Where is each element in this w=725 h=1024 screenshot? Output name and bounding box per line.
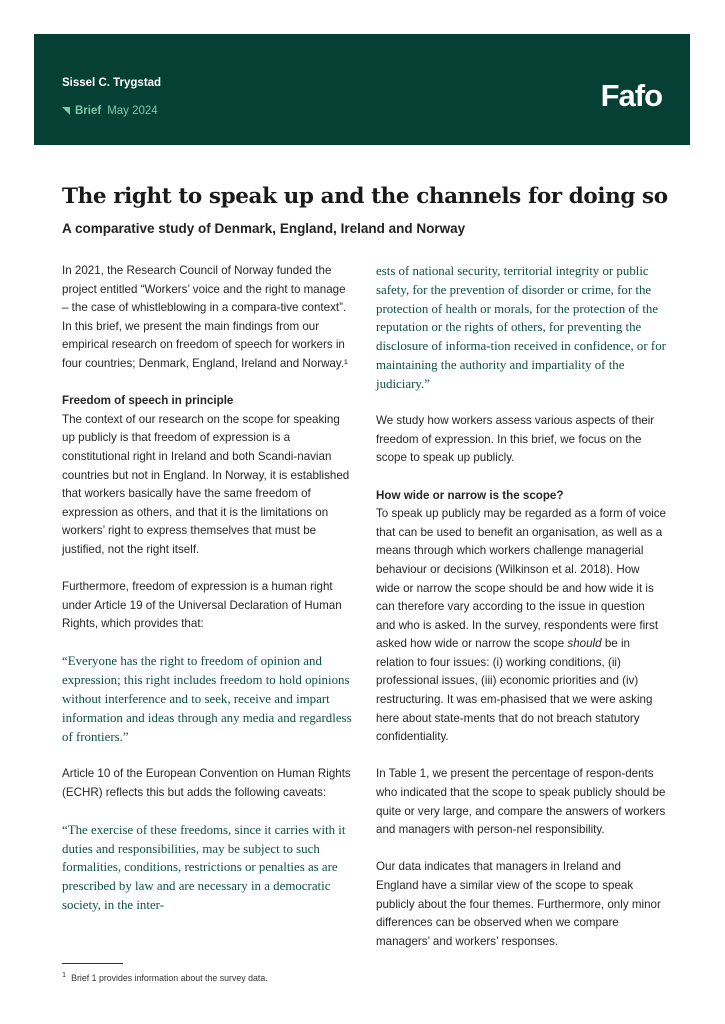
- left-column: [62, 262, 352, 915]
- quote-echr-continued: ests of national security, territorial integrity or public safety, for the prevention of disorder or crime, for the protection of health or morals, for the protection of the reputation or the rights of others, for preventing the disclosure of informa-tion received in confidence, or for maintaining the authority and impartiality of the judiciary.”: [376, 264, 666, 391]
- corner-flag-icon: [62, 107, 70, 115]
- paragraph-data: Our data indicates that managers in Ireland and England have a similar view of the scope to speak publicly about the four themes. Furthermore, only minor differences can be observed when we compare managers’ and workers’ responses.: [376, 860, 661, 948]
- footnote-divider: [62, 963, 123, 964]
- footnote-mark: 1: [62, 970, 67, 979]
- page-title: The right to speak up and the channels for doing so: [62, 184, 668, 209]
- paragraph-table1: In Table 1, we present the percentage of respon-dents who indicated that the scope to speak publicly should be quite or very large, and compare the answers of workers and managers with person-nel responsibility.: [376, 767, 666, 837]
- paragraph-context: The context of our research on the scope for speaking up publicly is that freedom of expression is a constitutional right in Ireland and both Scandi-navian countries but not in England. In Norway, it is established that workers basically have the same freedom of expression as others, and that it is the limitations on workers’ right to express themselves that must be justified, not the right itself.: [62, 412, 350, 556]
- page-subtitle: A comparative study of Denmark, England, Ireland and Norway: [62, 221, 466, 236]
- section-heading-freedom: Freedom of speech in principle: [62, 394, 234, 408]
- brief-label: Brief: [75, 105, 102, 117]
- intro-paragraph: In 2021, the Research Council of Norway funded the project entitled “Workers’ voice and the right to manage – the case of whistleblowing in a compara-tive context”. In this brief, we present the main findings from our empirical research on freedom of speech for workers in four countries; Denmark, England, Ireland and Norway.¹: [62, 264, 348, 370]
- paragraph-scope-part2: be in relation to four issues: (i) working conditions, (ii) professional issues, (iii) economic priorities and (iv) restructuring. It was em-phasised that we were asking here about state-ments that do not breach statutory confidentiality.: [376, 637, 653, 744]
- brief-line: [62, 105, 158, 117]
- paragraph-human-right: Furthermore, freedom of expression is a human right under Article 19 of the Universal Declaration of Human Rights, which provides that:: [62, 580, 342, 631]
- author-name: Sissel C. Trygstad: [62, 77, 162, 89]
- right-column: [376, 262, 666, 951]
- paragraph-echr: Article 10 of the European Convention on Human Rights (ECHR) reflects this but adds the following caveats:: [62, 767, 351, 799]
- section-heading-scope: How wide or narrow is the scope?: [376, 488, 564, 502]
- footnote: [62, 970, 268, 983]
- publication-date: May 2024: [107, 105, 158, 117]
- fafo-logo: Fafo: [600, 78, 662, 113]
- quote-echr: “The exercise of these freedoms, since it carries with it duties and responsibilities, may be subject to such formalities, conditions, restrictions or penalties as are prescribed by law and are necessary in a democratic society, in the inter-: [62, 822, 346, 913]
- paragraph-study: We study how workers assess various aspects of their freedom of expression. In this brief, we focus on the scope to speak up publicly.: [376, 414, 655, 465]
- emphasis-should: should: [567, 637, 602, 651]
- paragraph-scope: [376, 505, 666, 747]
- header-banner: [34, 34, 690, 145]
- footnote-text: Brief 1 provides information about the survey data.: [71, 972, 268, 983]
- quote-udhr: “Everyone has the right to freedom of opinion and expression; this right includes freedom to hold opinions without interference and to seek, receive and impart information and ideas through any media and regardless of frontiers.”: [62, 654, 352, 744]
- paragraph-scope-part1: To speak up publicly may be regarded as a form of voice that can be used to benefit an organisation, as well as a means through which workers challenge managerial behaviour or decisions (Wilkinson et al. 2018). How wide or narrow the scope should be and how wide it is can therefore vary according to the issue in question and who is asked. In the survey, respondents were first asked how wide or narrow the scope: [376, 507, 666, 651]
